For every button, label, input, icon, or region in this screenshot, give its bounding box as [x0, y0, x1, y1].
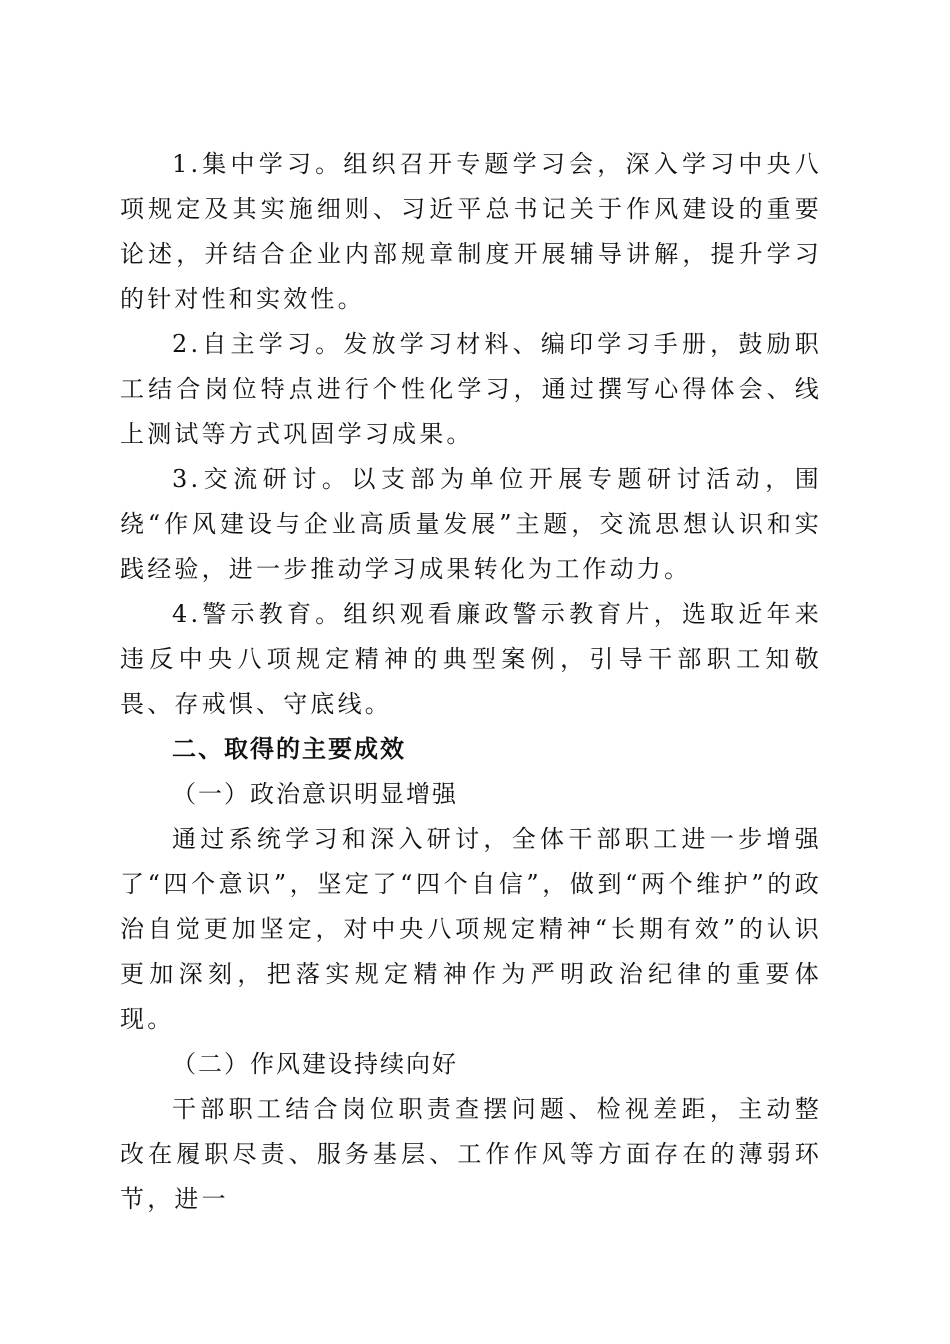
paragraph-self-study: 2.自主学习。发放学习材料、编印学习手册，鼓励职工结合岗位特点进行个性化学习，通过撰写心得体会、线上测试等方式巩固学习成果。	[120, 330, 822, 448]
paragraph-work-style: 干部职工结合岗位职责查摆问题、检视差距，主动整改在履职尽责、服务基层、工作作风等方面存在的薄弱环节，进一	[120, 1095, 822, 1213]
subsection-heading-political-awareness: （一）政治意识明显增强	[172, 780, 458, 808]
paragraph-centralized-study: 1.集中学习。组织召开专题学习会，深入学习中央八项规定及其实施细则、习近平总书记关于作风建设的重要论述，并结合企业内部规章制度开展辅导讲解，提升学习的针对性和实效性。	[120, 150, 822, 313]
paragraph-exchange-discussion: 3.交流研讨。以支部为单位开展专题研讨活动，围绕“作风建设与企业高质量发展”主题，交流思想认识和实践经验，进一步推动学习成果转化为工作动力。	[120, 465, 822, 583]
paragraph-warning-education: 4.警示教育。组织观看廉政警示教育片，选取近年来违反中央八项规定精神的典型案例，引导干部职工知敬畏、存戒惧、守底线。	[120, 600, 822, 718]
paragraph-political-awareness: 通过系统学习和深入研讨，全体干部职工进一步增强了“四个意识”，坚定了“四个自信”，做到“两个维护”的政治自觉更加坚定，对中央八项规定精神“长期有效”的认识更加深刻，把落实规定精神作为严明政治纪律的重要体现。	[120, 825, 822, 1033]
document-body	[120, 142, 822, 1222]
section-heading: 二、取得的主要成效	[172, 735, 406, 763]
subsection-heading-work-style: （二）作风建设持续向好	[172, 1050, 458, 1078]
